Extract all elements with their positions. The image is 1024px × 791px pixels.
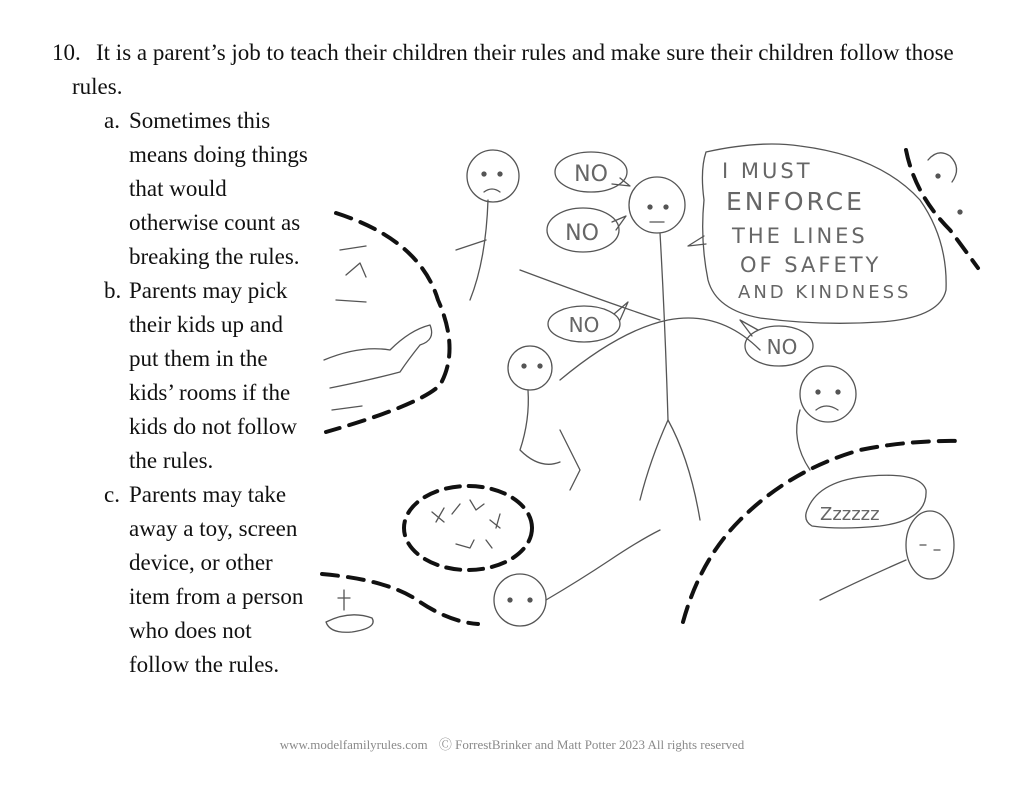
sleep-text: Zzzzzz [820, 504, 880, 525]
child-figure-top [456, 150, 519, 300]
crocodile-sketch [324, 246, 432, 410]
rule-number: 10. [52, 40, 81, 65]
footer-copyright: Ⓒ ForrestBrinker and Matt Potter 2023 All rights reserved [438, 737, 745, 752]
speech-bubble-no-3 [548, 302, 628, 342]
thought-bubble [688, 144, 946, 323]
speech-bubble-no-4 [740, 320, 813, 366]
parent-figure [520, 177, 760, 520]
speech-bubble-no-1 [555, 152, 630, 192]
subpoint [104, 274, 314, 478]
dashed-enclosure [404, 486, 532, 570]
subpoint-letter: b. [104, 278, 122, 303]
small-items [432, 500, 500, 548]
subpoint-text: Sometimes this means doing things that would otherwise count as breaking the rules. [129, 108, 308, 269]
footer-site: www.modelfamilyrules.com [279, 737, 428, 752]
bubble-text: NO [766, 335, 798, 359]
creature-top-right [928, 153, 962, 214]
thought-text-line5: AND KINDNESS [738, 282, 912, 303]
child-figure-middle [508, 346, 580, 490]
subpoint-letter: a. [104, 108, 120, 133]
subpoint-letter: c. [104, 482, 120, 507]
dashed-boundary [322, 150, 978, 624]
subpoint-text: Parents may take away a toy, screen device, or other item from a person who does not follow the rules. [129, 482, 304, 677]
rule-text-line1: It is a parent’s job to teach their children their rules and make sure their children follow those [96, 40, 954, 65]
page-footer [0, 734, 1024, 753]
parent-boundaries-illustration [318, 140, 988, 640]
thought-text-line4: OF SAFETY [740, 253, 882, 277]
thought-text-line2: ENFORCE [726, 187, 865, 216]
child-figure-bottom [494, 530, 660, 626]
rule-text-line2: rules. [72, 74, 123, 99]
sleep-bubble [806, 475, 926, 528]
subpoint-list [104, 104, 314, 682]
subpoint-text: Parents may pick their kids up and put them in the kids’ rooms if the kids do not follow the rules. [129, 278, 298, 473]
thought-text-line3: THE LINES [732, 224, 868, 248]
subpoint [104, 104, 314, 274]
bubble-text: NO [568, 313, 600, 337]
bubble-text: NO [565, 221, 599, 246]
bubble-text: NO [574, 162, 608, 187]
cake-item [326, 590, 373, 632]
rule-item [52, 36, 982, 104]
thought-text-line1: I MUST [722, 159, 813, 183]
speech-bubble-no-2 [547, 208, 626, 252]
subpoint [104, 478, 314, 682]
